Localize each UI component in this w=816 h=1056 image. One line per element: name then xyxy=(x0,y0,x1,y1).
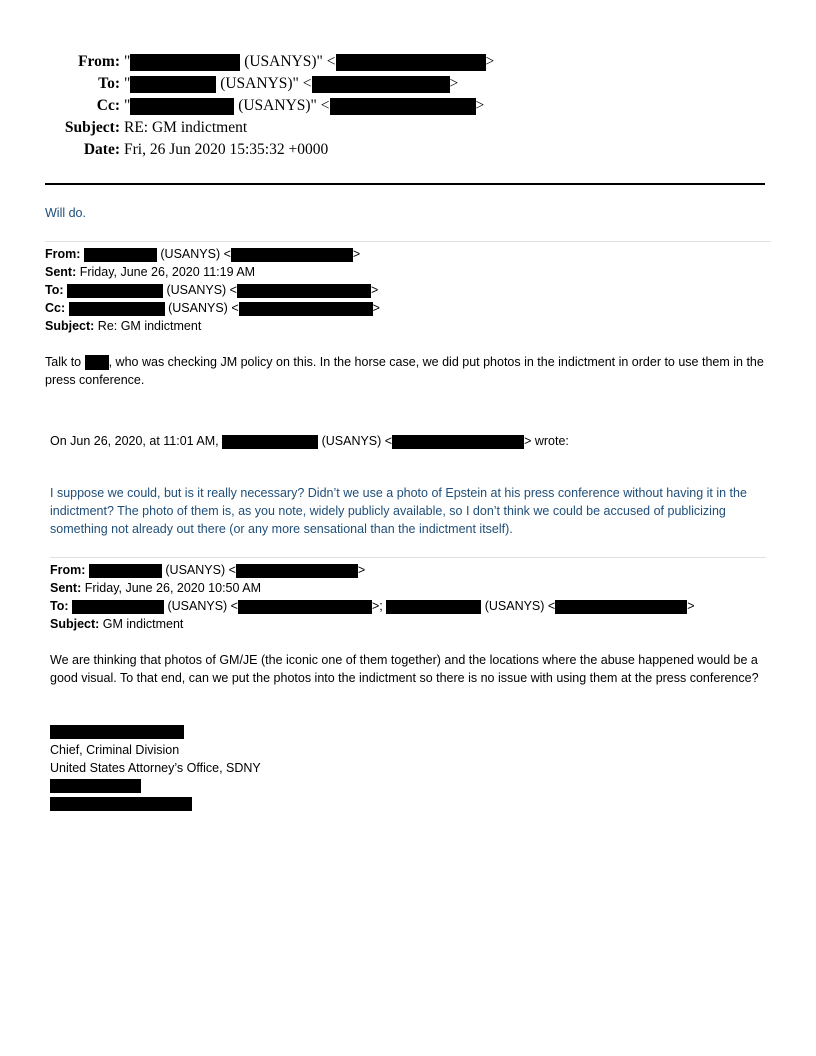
redaction-block xyxy=(555,600,687,614)
header-from-row xyxy=(0,52,816,72)
quote-intro-post: > wrote: xyxy=(524,434,569,448)
msg1-body-pre: Talk to xyxy=(45,355,85,369)
msg2-body: We are thinking that photos of GM/JE (the iconic one of them together) and the locations where the abuse happened would be a good visual. To that end, can we put the photos into the indictment so there is no issue with using them at the press conference? xyxy=(50,653,759,685)
header-date-label: Date: xyxy=(83,141,120,158)
header-cc-quote: " xyxy=(124,97,131,114)
redaction-block xyxy=(130,76,216,93)
redaction-block xyxy=(336,54,486,71)
msg2-sent-label: Sent: xyxy=(50,581,82,595)
header-from-value xyxy=(124,52,494,72)
redaction-block xyxy=(330,98,476,115)
msg1-to-close: > xyxy=(370,283,379,297)
msg2-to-mid1: (USANYS) < xyxy=(164,599,238,613)
msg1-cc-label: Cc: xyxy=(45,301,66,315)
msg2-from-mid: (USANYS) < xyxy=(161,563,236,577)
redaction-block xyxy=(130,98,234,115)
msg1-cc-close: > xyxy=(372,301,380,315)
header-to-row xyxy=(0,74,816,94)
header-date-value: Fri, 26 Jun 2020 15:35:32 +0000 xyxy=(124,141,329,158)
msg1-from-label: From: xyxy=(45,247,81,261)
header-subject-label: Subject: xyxy=(64,119,120,136)
header-divider xyxy=(45,183,765,185)
msg1-to-label: To: xyxy=(45,283,64,297)
msg2-to-close: > xyxy=(687,599,695,613)
redaction-block xyxy=(85,355,109,370)
msg1-from-row xyxy=(45,245,360,263)
header-from-close: > xyxy=(485,53,495,70)
redaction-block xyxy=(72,600,164,614)
reply-body: Will do. xyxy=(45,206,86,220)
header-to-suffix: (USANYS)" < xyxy=(216,75,312,92)
msg2-to-row xyxy=(50,597,695,615)
redaction-block xyxy=(50,725,184,739)
signature-office: United States Attorney’s Office, SDNY xyxy=(50,761,261,775)
msg1-cc-mid: (USANYS) < xyxy=(164,301,239,315)
msg2-to-mid2: (USANYS) < xyxy=(481,599,556,613)
redaction-block xyxy=(130,54,240,71)
separator-line xyxy=(45,241,771,242)
header-date-row xyxy=(0,140,816,160)
redaction-block xyxy=(84,248,157,262)
redaction-block xyxy=(386,600,481,614)
redaction-block xyxy=(50,797,192,811)
redaction-block xyxy=(89,564,162,578)
msg2-from-row xyxy=(50,561,365,579)
quote-intro-pre: On Jun 26, 2020, at 11:01 AM, xyxy=(50,434,223,448)
redaction-block xyxy=(69,302,165,316)
msg2-sent-value: Friday, June 26, 2020 10:50 AM xyxy=(81,581,261,595)
header-subject-row xyxy=(0,118,816,138)
msg2-subject-row xyxy=(50,615,183,633)
msg2-to-label: To: xyxy=(50,599,69,613)
header-from-quote: " xyxy=(124,53,131,70)
redaction-block xyxy=(312,76,450,93)
msg2-sent-row xyxy=(50,579,261,597)
msg1-subject-value: Re: GM indictment xyxy=(94,319,202,333)
header-subject-value: RE: GM indictment xyxy=(124,119,248,136)
redaction-block xyxy=(239,302,373,316)
redaction-block xyxy=(67,284,163,298)
msg2-from-label: From: xyxy=(50,563,86,577)
header-to-quote: " xyxy=(124,75,131,92)
msg1-subject-row xyxy=(45,317,201,335)
quote-body: I suppose we could, but is it really necessary? Didn’t we use a photo of Epstein at his press conference without having it in the indictment? The photo of them is, as you note, widely publicly available, so I don’t think we could be accused of publicizing something not already out there (or any more sensational than the indictment itself). xyxy=(50,486,747,536)
header-cc-value xyxy=(124,96,484,116)
redaction-block xyxy=(237,284,371,298)
redaction-block xyxy=(236,564,358,578)
msg1-to-mid: (USANYS) < xyxy=(163,283,237,297)
msg2-from-close: > xyxy=(357,563,366,577)
msg1-from-mid: (USANYS) < xyxy=(156,247,231,261)
msg2-to-separator: >; xyxy=(371,599,387,613)
msg1-sent-label: Sent: xyxy=(45,265,77,279)
header-from-suffix: (USANYS)" < xyxy=(240,53,336,70)
redaction-block xyxy=(238,600,372,614)
header-to-value xyxy=(124,74,458,94)
msg1-sent-value: Friday, June 26, 2020 11:19 AM xyxy=(76,265,256,279)
header-from-label: From: xyxy=(78,53,120,70)
msg1-to-row xyxy=(45,281,378,299)
header-to-close: > xyxy=(449,75,459,92)
header-cc-label: Cc: xyxy=(96,97,120,114)
msg1-sent-row xyxy=(45,263,255,281)
msg2-subject-label: Subject: xyxy=(50,617,100,631)
msg1-subject-label: Subject: xyxy=(45,319,95,333)
header-cc-close: > xyxy=(475,97,485,114)
redaction-block xyxy=(222,435,318,449)
redaction-block xyxy=(231,248,353,262)
header-cc-suffix: (USANYS)" < xyxy=(234,97,330,114)
redaction-block xyxy=(50,779,141,793)
msg1-cc-row xyxy=(45,299,380,317)
msg1-from-close: > xyxy=(352,247,361,261)
separator-line xyxy=(50,557,766,558)
msg2-subject-value: GM indictment xyxy=(99,617,184,631)
quote-intro-mid: (USANYS) < xyxy=(318,434,393,448)
signature-title: Chief, Criminal Division xyxy=(50,743,180,757)
header-to-label: To: xyxy=(98,75,120,92)
redaction-block xyxy=(392,435,524,449)
header-cc-row xyxy=(0,96,816,116)
quote-intro xyxy=(50,432,569,450)
msg1-body-post: , who was checking JM policy on this. In the horse case, we did put photos in the indictment in order to use them in the press conference. xyxy=(45,355,764,387)
msg1-body xyxy=(45,353,765,389)
